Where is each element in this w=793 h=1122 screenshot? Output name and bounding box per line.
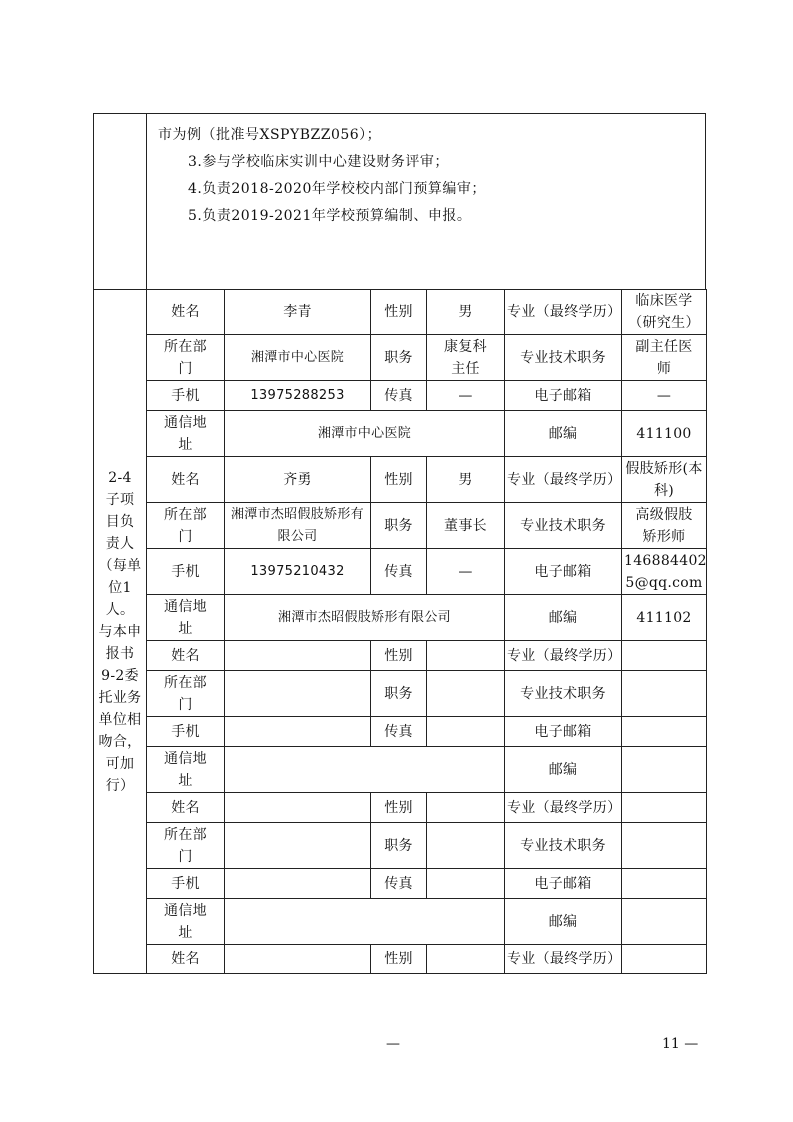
address-label: 通信地 址 [147,595,225,641]
phone-label: 手机 [147,869,225,899]
major-value: 临床医学 （研究生） [622,290,707,335]
p3-row-name [94,641,707,671]
major-label: 专业（最终学历） [505,945,622,974]
p1-row-address [94,411,707,457]
name-value: 李青 [225,290,371,335]
major-label: 专业（最终学历） [505,457,622,503]
address-label: 通信地 址 [147,899,225,945]
major-value: 假肢矫形(本 科) [622,457,707,503]
p2-row-dept [94,503,707,549]
fax-value: — [427,549,505,595]
fax-label: 传真 [371,869,427,899]
title-label: 专业技术职务 [505,335,622,381]
dept-label: 所在部 门 [147,823,225,869]
name-value [225,945,371,974]
fax-label: 传真 [371,549,427,595]
p2-row-address [94,595,707,641]
p4-row-phone [94,869,707,899]
address-value: 湘潭市杰昭假肢矫形有限公司 [225,595,505,641]
email-value [622,717,707,747]
gender-value [427,793,505,823]
p4-row-dept [94,823,707,869]
fax-label: 传真 [371,381,427,411]
dept-value [225,823,371,869]
title-value [622,823,707,869]
dept-label: 所在部 门 [147,671,225,717]
text-line-4: 5.负责2019-2021年学校预算编制、申报。 [188,208,472,224]
fax-value [427,717,505,747]
email-label: 电子邮箱 [505,549,622,595]
address-label: 通信地 址 [147,747,225,793]
name-label: 姓名 [147,290,225,335]
gender-label: 性别 [371,793,427,823]
postcode-label: 邮编 [505,411,622,457]
text-line-3: 4.负责2018-2020年学校校内部门预算编审； [188,181,486,197]
address-label: 通信地 址 [147,411,225,457]
p3-row-dept [94,671,707,717]
position-value [427,823,505,869]
gender-label: 性别 [371,641,427,671]
p4-row-address [94,899,707,945]
major-value [622,793,707,823]
title-value: 副主任医 师 [622,335,707,381]
p2-row-name [94,457,707,503]
gender-label: 性别 [371,945,427,974]
postcode-label: 邮编 [505,899,622,945]
p2-row-phone [94,549,707,595]
dept-label: 所在部 门 [147,335,225,381]
address-value: 湘潭市中心医院 [225,411,505,457]
phone-value: 13975288253 [225,381,371,411]
gender-value [427,641,505,671]
p1-row-dept [94,335,707,381]
continuation-cell [93,113,706,290]
email-label: 电子邮箱 [505,869,622,899]
fax-label: 传真 [371,717,427,747]
text-line-1: 市为例（批准号XSPYBZZ056）； [158,127,382,143]
p4-row-name [94,793,707,823]
postcode-value [622,899,707,945]
name-label: 姓名 [147,457,225,503]
position-label: 职务 [371,335,427,381]
phone-value [225,869,371,899]
page-number: 11 — [662,1036,699,1052]
position-label: 职务 [371,503,427,549]
sub-project-leader-table [93,289,707,974]
title-value: 高级假肢 矫形师 [622,503,707,549]
p3-row-address [94,747,707,793]
phone-label: 手机 [147,717,225,747]
gender-label: 性别 [371,290,427,335]
title-label: 专业技术职务 [505,671,622,717]
dept-label: 所在部 门 [147,503,225,549]
footer-dash: — [386,1036,400,1052]
name-value [225,641,371,671]
p1-row-name [94,290,707,335]
phone-label: 手机 [147,549,225,595]
gender-value: 男 [427,457,505,503]
title-value [622,671,707,717]
side-label: 2-4 子项 目负 责人 （每单 位1人。 与本申 报书 9-2委 托业务 单位相 吻合， 可加 行） [94,290,147,974]
gender-label: 性别 [371,457,427,503]
major-label: 专业（最终学历） [505,793,622,823]
address-value [225,747,505,793]
email-value: — [622,381,707,411]
title-label: 专业技术职务 [505,503,622,549]
postcode-label: 邮编 [505,747,622,793]
postcode-value [622,747,707,793]
p1-row-phone [94,381,707,411]
name-label: 姓名 [147,641,225,671]
phone-value: 13975210432 [225,549,371,595]
email-value [622,869,707,899]
dept-value: 湘潭市杰昭假肢矫形有 限公司 [225,503,371,549]
email-value: 146884402 5@qq.com [622,549,707,595]
position-label: 职务 [371,671,427,717]
text-line-2: 3.参与学校临床实训中心建设财务评审； [188,154,449,170]
position-value [427,671,505,717]
phone-label: 手机 [147,381,225,411]
position-label: 职务 [371,823,427,869]
postcode-value: 411102 [622,595,707,641]
position-value: 董事长 [427,503,505,549]
fax-value: — [427,381,505,411]
major-value [622,641,707,671]
major-label: 专业（最终学历） [505,641,622,671]
column-divider [146,114,147,290]
gender-value [427,945,505,974]
gender-value: 男 [427,290,505,335]
dept-value: 湘潭市中心医院 [225,335,371,381]
dept-value [225,671,371,717]
name-value [225,793,371,823]
name-value: 齐勇 [225,457,371,503]
email-label: 电子邮箱 [505,717,622,747]
postcode-label: 邮编 [505,595,622,641]
phone-value [225,717,371,747]
fax-value [427,869,505,899]
name-label: 姓名 [147,945,225,974]
title-label: 专业技术职务 [505,823,622,869]
address-value [225,899,505,945]
postcode-value: 411100 [622,411,707,457]
position-value: 康复科 主任 [427,335,505,381]
major-label: 专业（最终学历） [505,290,622,335]
name-label: 姓名 [147,793,225,823]
major-value [622,945,707,974]
p5-row-name [94,945,707,974]
p3-row-phone [94,717,707,747]
email-label: 电子邮箱 [505,381,622,411]
